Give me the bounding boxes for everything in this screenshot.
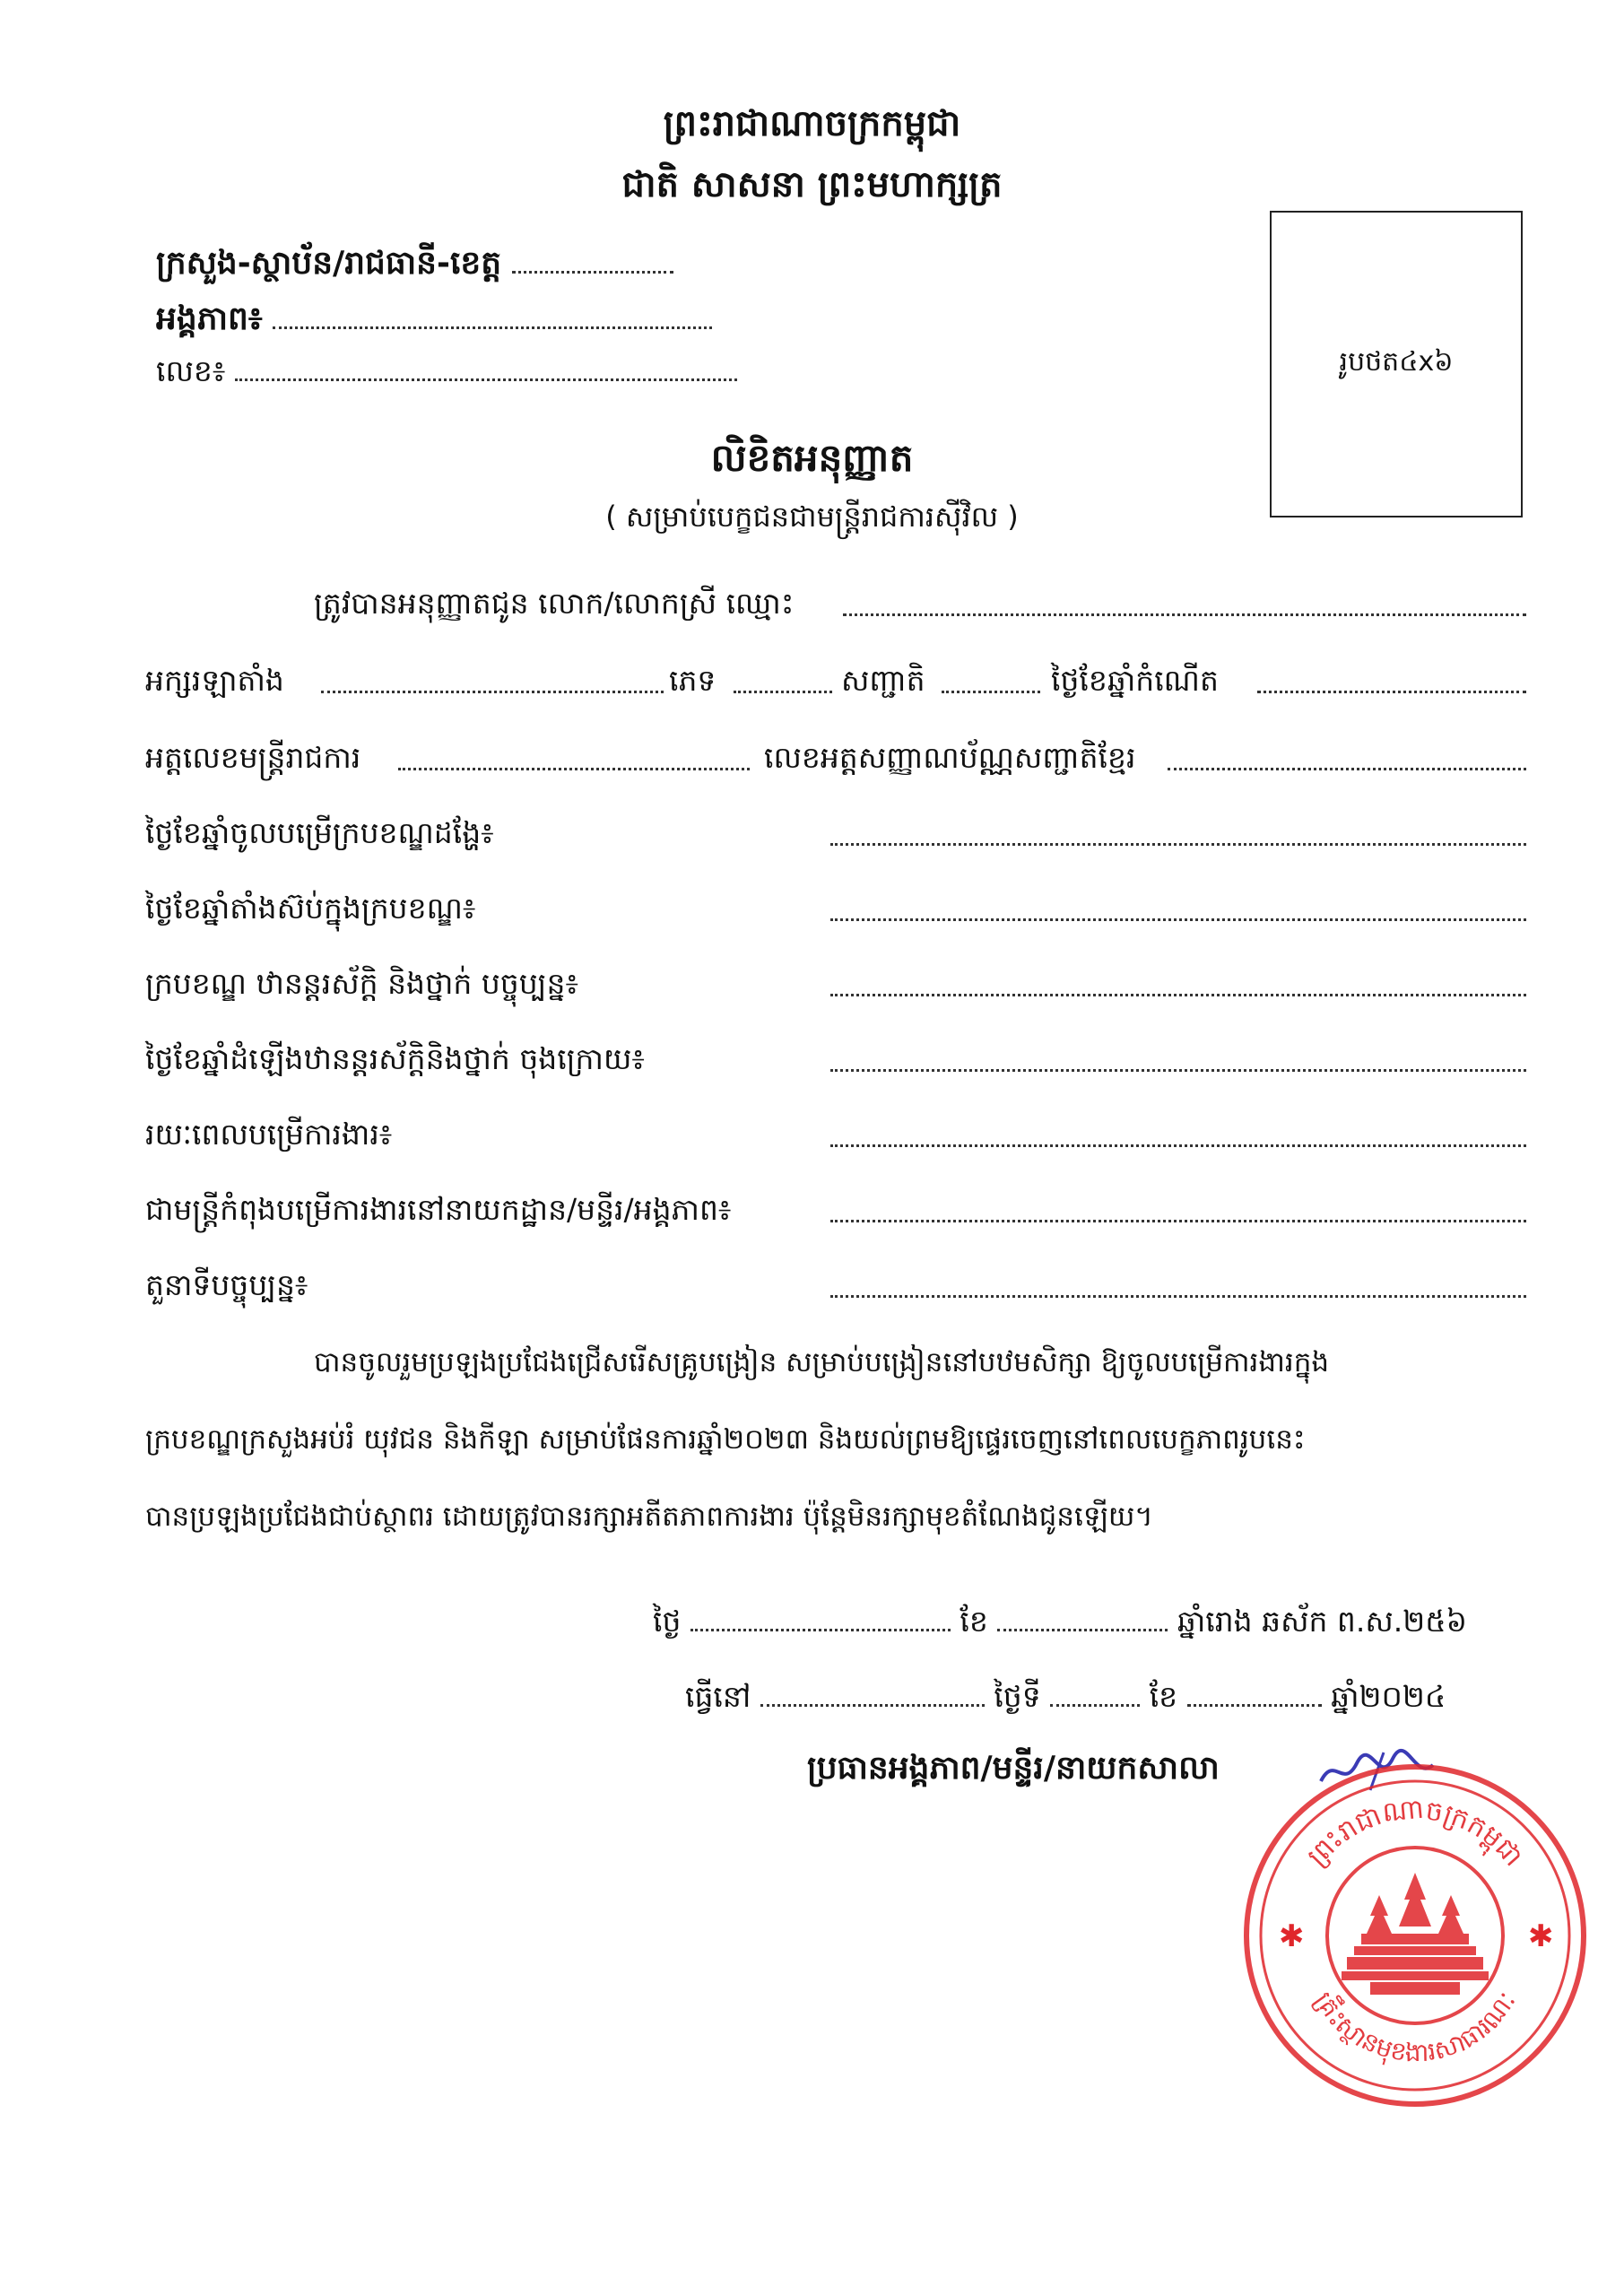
field-label: តួនាទីបច្ចុប្បន្ន៖: [145, 1267, 308, 1302]
nationality-blank: [942, 658, 1040, 693]
number-blank: [235, 372, 737, 381]
seal-star-left: ✱: [1279, 1918, 1305, 1954]
solar-day-label: ថ្ងៃទី: [994, 1679, 1041, 1714]
field-blank: [830, 1112, 1526, 1147]
document-subtitle: ( សម្រាប់បេក្ខជនជាមន្ត្រីរាជការស៊ីវិល ): [605, 500, 1019, 534]
latin-name-label: អក្សរឡាតាំង: [145, 663, 284, 698]
sex-blank: [734, 658, 832, 693]
field-blank: [830, 1037, 1526, 1072]
field-label: ក្របខណ្ឌ ឋានន្តរស័ក្តិ និងថ្នាក់ បច្ចុប្បន្ន៖: [145, 966, 578, 1001]
ministry-label: ក្រសួង-ស្ថាប័ន/រាជធានី-ខេត្ត: [156, 245, 502, 282]
lunar-month-blank: [997, 1622, 1168, 1631]
made-at-label: ធ្វើនៅ: [685, 1679, 751, 1714]
department-label: អង្គភាព៖: [156, 300, 263, 337]
kingdom-header: ព្រះរាជាណាចក្រកម្ពុជា: [663, 103, 961, 144]
lunar-year-label: ឆ្នាំរោង ឆស័ក ព.ស.២៥៦: [1177, 1604, 1467, 1639]
field-label: រយៈពេលបម្រើការងារ៖: [145, 1117, 393, 1152]
birth-date-label: ថ្ងៃខែឆ្នាំកំណើត: [1051, 663, 1219, 698]
number-line: [156, 353, 737, 396]
solar-month-label: ខែ: [1149, 1679, 1178, 1714]
seal-top-text: ព្រះរាជាណាចក្រកម្ពុជា: [1301, 1793, 1530, 1873]
sex-label: ភេទ: [669, 663, 716, 698]
motto-header: ជាតិ សាសនា ព្រះមហាក្សត្រ: [621, 164, 1003, 205]
ministry-blank: [512, 265, 673, 274]
field-blank: [830, 1263, 1526, 1298]
field-label: ថ្ងៃខែឆ្នាំដំឡើងឋានន្តរស័ក្តិនិងថ្នាក់ ចុងក្រោយ៖: [145, 1041, 645, 1076]
civil-id-label: អត្តលេខមន្ត្រីរាជការ: [145, 740, 361, 775]
official-seal: [1236, 1756, 1594, 2115]
body-line-3: បានប្រឡងប្រជែងជាប់ស្ថាពរ ដោយត្រូវបានរក្សាអតីតភាពការងារ ប៉ុន្តែមិនរក្សាមុខតំណែងជូនឡើយ។: [145, 1500, 1153, 1533]
body-line-1: បានចូលរួមប្រឡងប្រជែងជ្រើសរើសគ្រូបង្រៀន សម្រាប់បង្រៀននៅបឋមសិក្សា ឱ្យចូលបម្រើការងារក្នុង: [314, 1346, 1330, 1378]
civil-id-blank: [398, 735, 750, 770]
lunar-month-label: ខែ: [960, 1604, 988, 1639]
solar-day-blank: [1050, 1698, 1140, 1707]
field-label: ជាមន្ត្រីកំពុងបម្រើការងារនៅនាយកដ្ឋាន/មន្ទីរ/អង្គភាព៖: [145, 1192, 732, 1227]
solar-year-label: ឆ្នាំ២០២៤: [1331, 1679, 1446, 1714]
angkor-temple-icon: [1342, 1873, 1489, 1995]
seal-bottom-text: គ្រឹះស្ថានមុខងារសាធារណៈ: [1308, 1986, 1522, 2068]
document-title: លិខិតអនុញ្ញាត: [710, 436, 914, 480]
name-blank: [843, 581, 1526, 616]
latin-name-blank: [321, 658, 664, 693]
lunar-day-label: ថ្ងៃ: [653, 1604, 682, 1639]
field-label: ថ្ងៃខែឆ្នាំតាំងស៊ប់ក្នុងក្របខណ្ឌ៖: [145, 891, 476, 926]
national-id-blank: [1168, 735, 1526, 770]
national-id-label: លេខអត្តសញ្ញាណប័ណ្ណសញ្ជាតិខ្មែរ: [764, 740, 1136, 775]
made-at-blank: [760, 1698, 985, 1707]
solar-month-blank: [1187, 1698, 1322, 1707]
department-blank: [273, 320, 712, 329]
field-label: ថ្ងៃខែឆ្នាំចូលបម្រើក្របខណ្ឌដង្ហែ៖: [145, 815, 494, 850]
seal-star-right: ✱: [1528, 1918, 1554, 1954]
field-blank: [830, 1187, 1526, 1222]
body-line-2: ក្របខណ្ឌក្រសួងអប់រំ យុវជន និងកីឡា សម្រាប់ផែនការឆ្នាំ២០២៣ និងយល់ព្រមឱ្យផ្ទេរចេញនៅពេលបេក្ខភាពរូបនេះ: [145, 1423, 1306, 1456]
field-blank: [830, 886, 1526, 921]
solar-date-line: [685, 1679, 1446, 1722]
photo-label: រូបថត៤x៦: [1339, 346, 1454, 378]
birth-date-blank: [1257, 658, 1526, 693]
department-line: [156, 298, 712, 345]
ministry-line: [156, 242, 673, 290]
nationality-label: សញ្ជាតិ: [841, 663, 925, 698]
signatory-title: ប្រធានអង្គភាព/មន្ទីរ/នាយកសាលា: [807, 1750, 1220, 1787]
lunar-day-blank: [690, 1622, 951, 1631]
field-blank: [830, 961, 1526, 996]
lunar-date-line: [653, 1604, 1467, 1647]
number-label: លេខ៖: [156, 353, 226, 388]
field-blank: [830, 811, 1526, 846]
grant-text: ត្រូវបានអនុញ្ញាតជូន លោក/លោកស្រី ឈ្មោះ: [314, 586, 795, 621]
